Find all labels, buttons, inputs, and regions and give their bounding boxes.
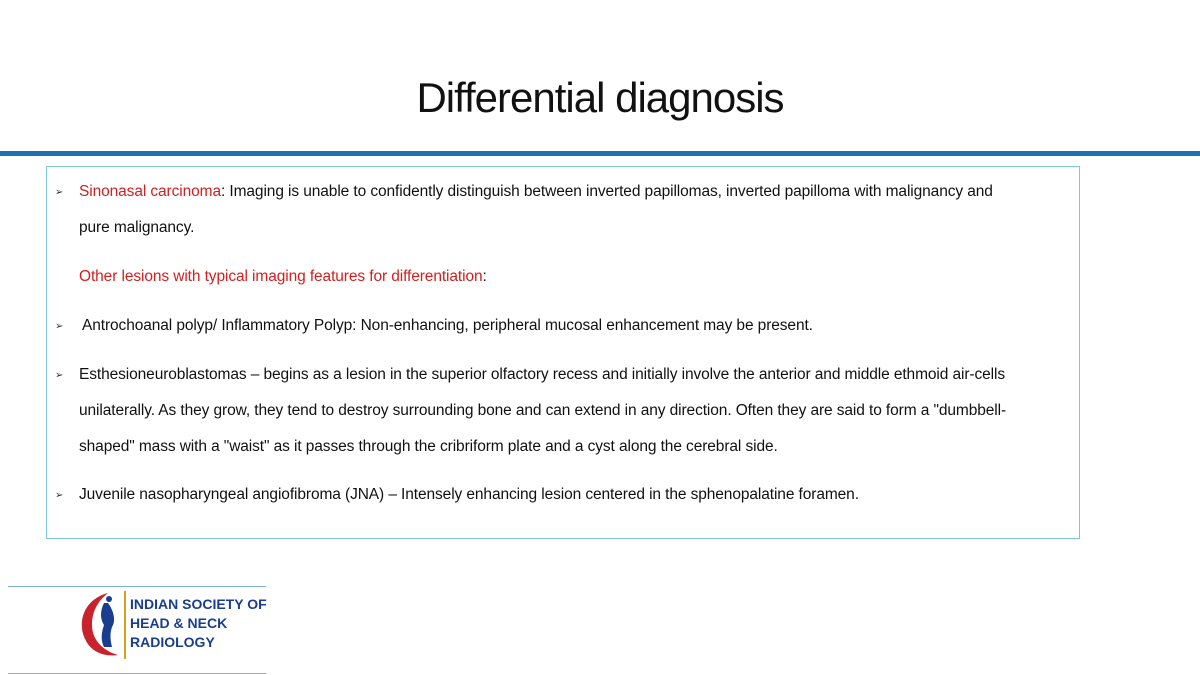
- other-lesions-heading: [79, 268, 487, 286]
- logo-text-line-3: RADIOLOGY: [130, 634, 215, 650]
- other-lesions-red: Other lesions with typical imaging features for differentiation: [79, 268, 483, 285]
- bullet-marker: ➢: [55, 187, 64, 198]
- bullet-marker: ➢: [55, 490, 64, 501]
- content-box: [46, 166, 1080, 539]
- bullet-esthesioneuroblastoma-line-3: shaped" mass with a "waist" as it passes through the cribriform plate and a cyst along the cerebral side.: [79, 438, 778, 455]
- bullet-sinonasal-line-2: pure malignancy.: [79, 219, 195, 236]
- bullet-sinonasal-line-1: [79, 183, 993, 201]
- sinonasal-text: : Imaging is unable to confidently distinguish between inverted papillomas, inverted papilloma with malignancy and: [220, 183, 993, 200]
- bullet-antrochoanal: Antrochoanal polyp/ Inflammatory Polyp: Non-enhancing, peripheral mucosal enhancement may be present.: [82, 317, 813, 334]
- society-logo-icon: [74, 589, 124, 661]
- footer-rule-top: [8, 586, 266, 587]
- sinonasal-heading: Sinonasal carcinoma: [79, 183, 221, 200]
- title-divider: [0, 151, 1200, 156]
- logo-text-line-2: HEAD & NECK: [130, 615, 228, 631]
- other-lesions-colon: :: [482, 268, 487, 285]
- bullet-jna: Juvenile nasopharyngeal angiofibroma (JNA) – Intensely enhancing lesion centered in the sphenopalatine foramen.: [79, 486, 859, 503]
- bullet-marker: ➢: [55, 321, 64, 332]
- bullet-esthesioneuroblastoma-line-2: unilaterally. As they grow, they tend to destroy surrounding bone and can extend in any direction. Often they are said to form a "dumbbell-: [79, 402, 1007, 419]
- logo-text-line-1: INDIAN SOCIETY OF: [130, 596, 267, 612]
- bullet-marker: ➢: [55, 370, 64, 381]
- footer-rule-bottom: [8, 673, 266, 674]
- bullet-esthesioneuroblastoma-line-1: Esthesioneuroblastomas – begins as a lesion in the superior olfactory recess and initially involve the anterior and middle ethmoid air-cells: [79, 366, 1005, 383]
- logo-divider: [124, 591, 126, 659]
- slide-title: Differential diagnosis: [416, 74, 784, 121]
